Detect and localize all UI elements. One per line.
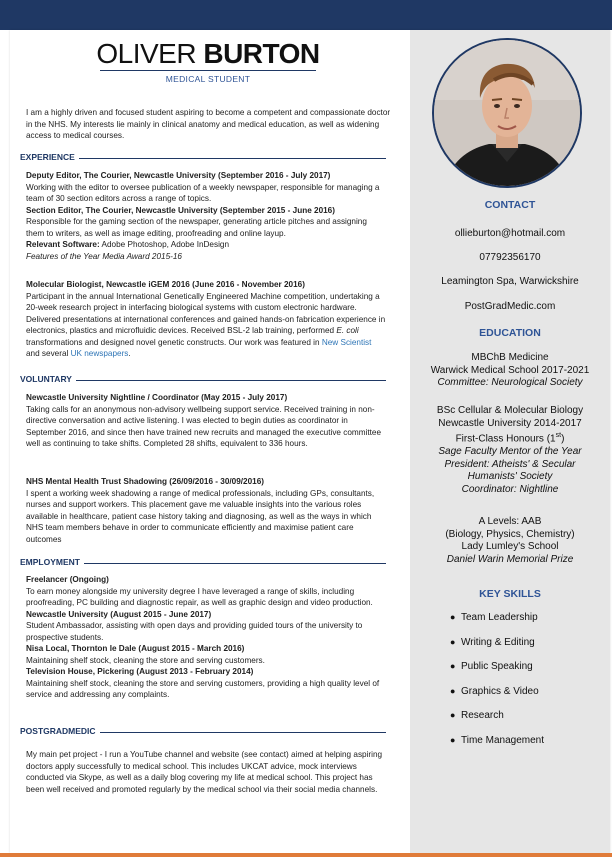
personal-statement: I am a highly driven and focused student aspiring to become a competent and compassionate doctor in the NHS. My interests lie mainly in clinical anatomy and medical education, as well as widening access to medical courses. (26, 108, 391, 141)
entry-text: Maintaining shelf stock, cleaning the store and serving customers, providing a high quality level of service and addressing any complaints. (26, 678, 380, 699)
section-voluntary (20, 374, 396, 386)
portrait-illustration (434, 40, 580, 186)
degree: MBChB Medicine (471, 352, 549, 363)
top-banner (0, 0, 612, 30)
grade-text: First-Class Honours (1 (455, 433, 556, 445)
school: Lady Lumley's School (461, 541, 559, 553)
contact-email[interactable]: ollieburton@hotmail.com (454, 228, 566, 239)
section-heading: EMPLOYMENT (20, 557, 84, 567)
last-name: BURTON (203, 38, 320, 69)
education-bsc (410, 405, 610, 496)
skill-item (450, 636, 600, 661)
entry-text (26, 291, 386, 360)
skill-label: Writing & Editing (461, 636, 535, 648)
entry-title: Nisa Local, Thornton le Dale (August 2015 - March 2016) (26, 644, 245, 653)
section-postgradmedic (20, 726, 396, 738)
entry-text: Taking calls for an anonymous non-advisory wellbeing support service. Received training in non-directive conversation and active listening. I was elected to begin duties as coordinator in September 2016, and since then have trained new recruits and managed the executive committee well as continuing to take shifts. Completed 28 shifts, equivalent to 336 hours. (26, 404, 382, 448)
school: Warwick Medical School 2017-2021 (430, 364, 590, 376)
bullet-icon: ● (450, 612, 456, 622)
software-line (26, 239, 386, 251)
bullet-icon: ● (450, 710, 456, 720)
skill-item (450, 660, 600, 685)
postgradmedic-block (26, 749, 386, 795)
software-label: Relevant Software: (26, 240, 100, 249)
contact-location: Leamington Spa, Warwickshire (441, 276, 579, 287)
entry-text: I spent a working week shadowing a range of medical professionals, including GPs, consultants, nurses and support workers. This placement gave me valuable insights into the various roles available in healthcare, patient case history taking and diagnosing, as well as the ways in which NHS team members behave in order to communicate efficiently and maximise patient care outcomes (26, 488, 375, 544)
job-title: MEDICAL STUDENT (165, 74, 251, 84)
grade-sup: st (555, 432, 562, 440)
entry-text-part: and several (26, 349, 71, 358)
entry-title: Newcastle University (August 2015 - June 2017) (26, 609, 212, 619)
new-scientist-link[interactable]: New Scientist (321, 337, 372, 347)
contact-website[interactable]: PostGradMedic.com (464, 301, 556, 312)
entry-text-part: Participant in the annual International Genetically Engineered Machine competition, undertaking a 20-week research project in interfacing biological systems with custom electronic hardware. Delivered presentations at international conferences and gained hands-on fabrication experience in electronics, plastics and microfluidic devices. Received BSL-2 lab training, performed (26, 291, 386, 335)
note: Coordinator: Nightline (461, 483, 559, 495)
entry-text-part: transformations and designed novel genetic constructs. Our work was featured in (26, 337, 322, 347)
entry-text: Working with the editor to oversee publication of a weekly newspaper, responsible for managing a team of 30 section editors across a range of topics. (26, 182, 380, 203)
subjects: (Biology, Physics, Chemistry) (445, 528, 575, 540)
grade-close: ) (561, 433, 565, 445)
note: President: Atheists' & Secular Humanists' Society (444, 458, 576, 483)
entry-text-part: . (128, 349, 131, 358)
entry-title: NHS Mental Health Trust Shadowing (26/09/2016 - 30/09/2016) (26, 477, 264, 486)
entry-text: Student Ambassador, assisting with open days and providing guided tours of the university to prospective students. (26, 621, 363, 642)
note: Daniel Warin Memorial Prize (446, 553, 574, 565)
education-alevels (410, 516, 610, 566)
name-underline (100, 70, 316, 71)
education-heading: EDUCATION (479, 327, 541, 339)
skill-label: Team Leadership (461, 612, 538, 623)
skill-item (450, 709, 600, 734)
entry-title: Deputy Editor, The Courier, Newcastle University (September 2016 - July 2017) (26, 171, 331, 180)
skill-label: Public Speaking (461, 661, 533, 672)
bullet-icon: ● (450, 661, 456, 671)
skill-item (450, 734, 600, 759)
entry-title: Television House, Pickering (August 2013 - February 2014) (26, 667, 254, 676)
profile-photo (432, 38, 582, 188)
software-text: Adobe Photoshop, Adobe InDesign (99, 240, 230, 249)
skill-label: Graphics & Video (461, 685, 539, 697)
note: Sage Faculty Mentor of the Year (438, 446, 582, 458)
school: Newcastle University 2014-2017 (438, 417, 582, 429)
skill-label: Research (461, 710, 504, 721)
experience-block-courier (26, 170, 386, 262)
entry-text: My main pet project - I run a YouTube channel and website (see contact) aimed at helping aspiring doctors apply successfully to medical school. This includes UKCAT advice, mock interviews conducted via Skype, as well as a daily blog covering my life at medical school. This project has been well received and promoted regularly by the medical school via their social media channels. (26, 750, 383, 794)
section-employment (20, 557, 396, 569)
employment-block (26, 574, 386, 701)
contact-heading: CONTACT (484, 199, 536, 211)
candidate-name (20, 38, 396, 70)
entry-title: Freelancer (Ongoing) (26, 575, 109, 584)
entry-text: Responsible for the gaming section of the newspaper, generating article pitches and assigning them to writers, as well as image editing, proofreading and online layup. (26, 217, 367, 238)
uk-newspapers-link[interactable]: UK newspapers (70, 349, 129, 358)
section-experience (20, 152, 396, 164)
grade (410, 430, 610, 446)
bottom-accent-bar (0, 853, 612, 857)
entry-title: Molecular Biologist, Newcastle iGEM 2016 (June 2016 - November 2016) (26, 280, 305, 289)
first-name: OLIVER (96, 38, 197, 69)
degree: A Levels: AAB (478, 516, 542, 527)
entry-title: Section Editor, The Courier, Newcastle University (September 2015 - June 2016) (26, 205, 335, 215)
voluntary-block-nightline (26, 392, 386, 450)
section-heading: EXPERIENCE (20, 152, 79, 162)
skills-list (450, 611, 600, 758)
bullet-icon: ● (450, 636, 456, 647)
skills-heading: KEY SKILLS (479, 588, 541, 600)
experience-block-igem (26, 279, 386, 360)
skill-label: Time Management (461, 734, 544, 746)
ecoli-italic: E. coli (336, 326, 359, 335)
section-heading: POSTGRADMEDIC (20, 726, 100, 736)
skill-item (450, 685, 600, 710)
bullet-icon: ● (450, 685, 456, 696)
bullet-icon: ● (450, 734, 456, 745)
voluntary-block-shadowing (26, 476, 386, 545)
section-heading: VOLUNTARY (20, 374, 76, 384)
note: Committee: Neurological Society (437, 377, 583, 389)
entry-text: To earn money alongside my university degree I have leveraged a range of skills, including proofreading, PC building and diagnostic repair, as well as graphic design and video production. (26, 586, 373, 607)
education-mbchb (410, 352, 610, 390)
contact-phone[interactable]: 07792356170 (479, 252, 541, 263)
award-line: Features of the Year Media Award 2015-16 (26, 251, 182, 261)
skill-item (450, 611, 600, 636)
entry-title: Newcastle University Nightline / Coordinator (May 2015 - July 2017) (26, 393, 288, 402)
degree: BSc Cellular & Molecular Biology (436, 405, 584, 416)
entry-text: Maintaining shelf stock, cleaning the store and serving customers. (26, 655, 265, 665)
